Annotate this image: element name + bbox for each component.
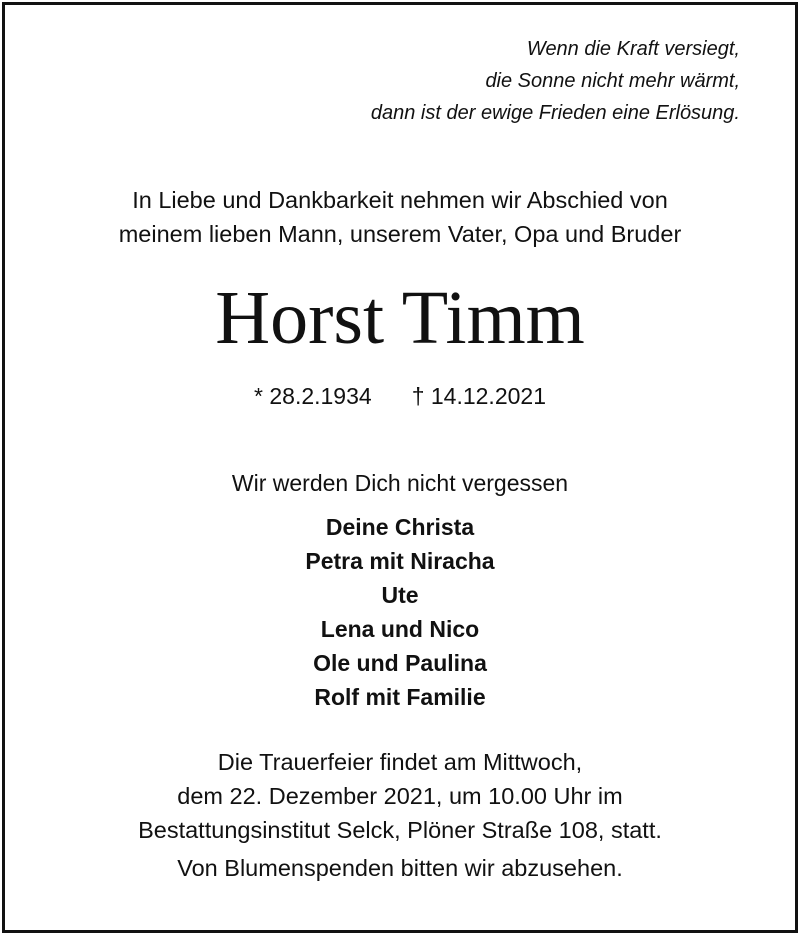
quote: [371, 33, 740, 129]
service-line: Die Trauerfeier findet am Mittwoch,: [217, 749, 583, 775]
mourner-name: Ute: [381, 582, 419, 608]
mourners-list: [5, 510, 795, 714]
birth-date: * 28.2.1934: [254, 383, 372, 409]
death-date: † 14.12.2021: [411, 383, 546, 409]
flowers-note: Von Blumenspenden bitten wir abzusehen.: [177, 855, 623, 881]
intro-text: [5, 183, 795, 251]
life-dates: [5, 380, 795, 412]
service-line: dem 22. Dezember 2021, um 10.00 Uhr im: [177, 783, 623, 809]
mourner-name: Deine Christa: [325, 514, 475, 540]
intro-line: In Liebe und Dankbarkeit nehmen wir Abschied von: [132, 187, 668, 213]
intro-line: meinem lieben Mann, unserem Vater, Opa und Bruder: [118, 221, 682, 247]
mourner-name: Ole und Paulina: [313, 650, 487, 676]
mourner-name: Lena und Nico: [320, 616, 480, 642]
obituary-notice: [2, 2, 798, 933]
quote-line: Wenn die Kraft versiegt,: [526, 38, 740, 60]
mourner-name: Rolf mit Familie: [314, 684, 486, 710]
funeral-service-info: [5, 745, 795, 885]
remembrance-line: Wir werden Dich nicht vergessen: [231, 470, 569, 496]
deceased-name: Horst Timm: [215, 276, 585, 360]
service-line: Bestattungsinstitut Selck, Plöner Straße 108, statt.: [138, 817, 662, 843]
mourner-name: Petra mit Niracha: [305, 548, 495, 574]
quote-line: dann ist der ewige Frieden eine Erlösung.: [370, 102, 740, 124]
quote-line: die Sonne nicht mehr wärmt,: [485, 70, 740, 92]
